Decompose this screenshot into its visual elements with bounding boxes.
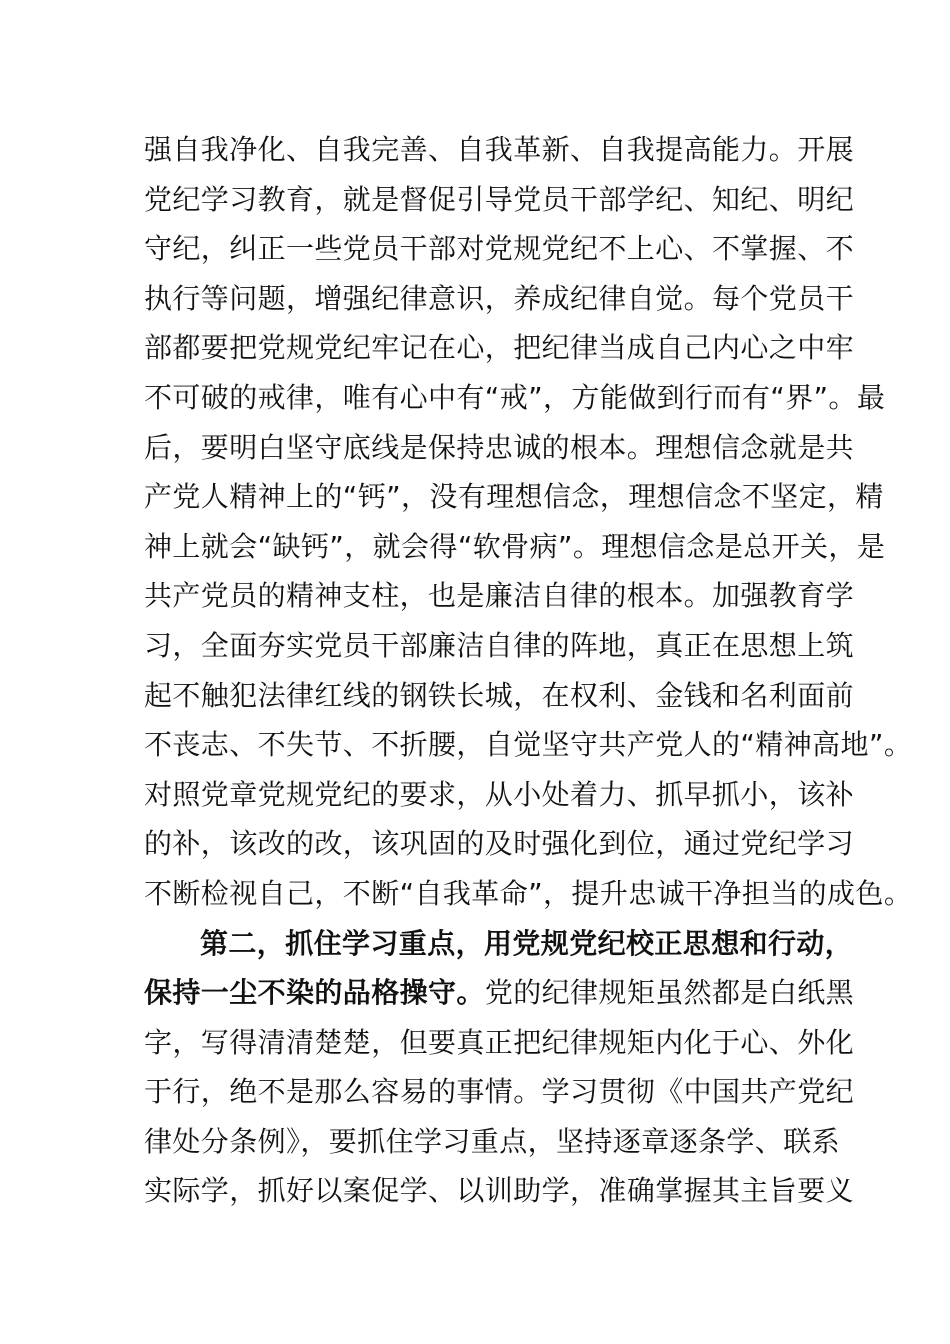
section-heading-bold: 保持一尘不染的品格操守。 — [144, 976, 485, 1010]
paragraph-line: 强自我净化、自我完善、自我革新、自我提高能力。开展 — [144, 133, 855, 166]
paragraph-line: 党纪学习教育，就是督促引导党员干部学纪、知纪、明纪 — [144, 182, 855, 216]
paragraph-line: 对照党章党规党纪的要求，从小处着力、抓早抓小，该补 — [144, 777, 855, 811]
paragraph-line: 后，要明白坚守底线是保持忠诚的根本。理想信念就是共 — [144, 430, 855, 464]
paragraph-line: 的补，该改的改，该巩固的及时强化到位，通过党纪学习 — [144, 827, 855, 861]
paragraph-line: 共产党员的精神支柱，也是廉洁自律的根本。加强教育学 — [144, 579, 855, 613]
paragraph-line: 习，全面夯实党员干部廉洁自律的阵地，真正在思想上筑 — [144, 628, 855, 662]
section-text: 党的纪律规矩虽然都是白纸黑 — [484, 976, 855, 1010]
paragraph-line: 部都要把党规党纪牢记在心，把纪律当成自己内心之中牢 — [144, 331, 855, 365]
paragraph-line: 于行，绝不是那么容易的事情。学习贯彻《中国共产党纪 — [144, 1075, 855, 1109]
paragraph-line: 守纪，纠正一些党员干部对党规党纪不上心、不掌握、不 — [144, 232, 855, 266]
paragraph-line: 实际学，抓好以案促学、以训助学，准确掌握其主旨要义 — [144, 1174, 855, 1208]
paragraph-line: 不可破的戒律，唯有心中有“戒”，方能做到行而有“界”。最 — [144, 380, 886, 414]
paragraph-line: 执行等问题，增强纪律意识，养成纪律自觉。每个党员干 — [144, 281, 855, 315]
paragraph-line: 神上就会“缺钙”，就会得“软骨病”。理想信念是总开关，是 — [144, 529, 886, 563]
paragraph-line: 产党人精神上的“钙”，没有理想信念，理想信念不坚定，精 — [144, 480, 884, 514]
document-body — [144, 125, 913, 1216]
paragraph-line: 律处分条例》，要抓住学习重点，坚持逐章逐条学、联系 — [144, 1124, 841, 1158]
section-heading-continuation — [144, 968, 855, 1018]
paragraph-line: 不断检视自己，不断“自我革命”，提升忠诚干净担当的成色。 — [144, 876, 913, 910]
paragraph-line: 起不触犯法律红线的钢铁长城，在权利、金钱和名利面前 — [144, 678, 855, 712]
paragraph-line: 不丧志、不失节、不折腰，自觉坚守共产党人的“精神高地”。 — [144, 728, 913, 762]
section-heading-line: 第二，抓住学习重点，用党规党纪校正思想和行动， — [200, 926, 854, 960]
paragraph-line: 字，写得清清楚楚，但要真正把纪律规矩内化于心、外化 — [144, 1025, 855, 1059]
